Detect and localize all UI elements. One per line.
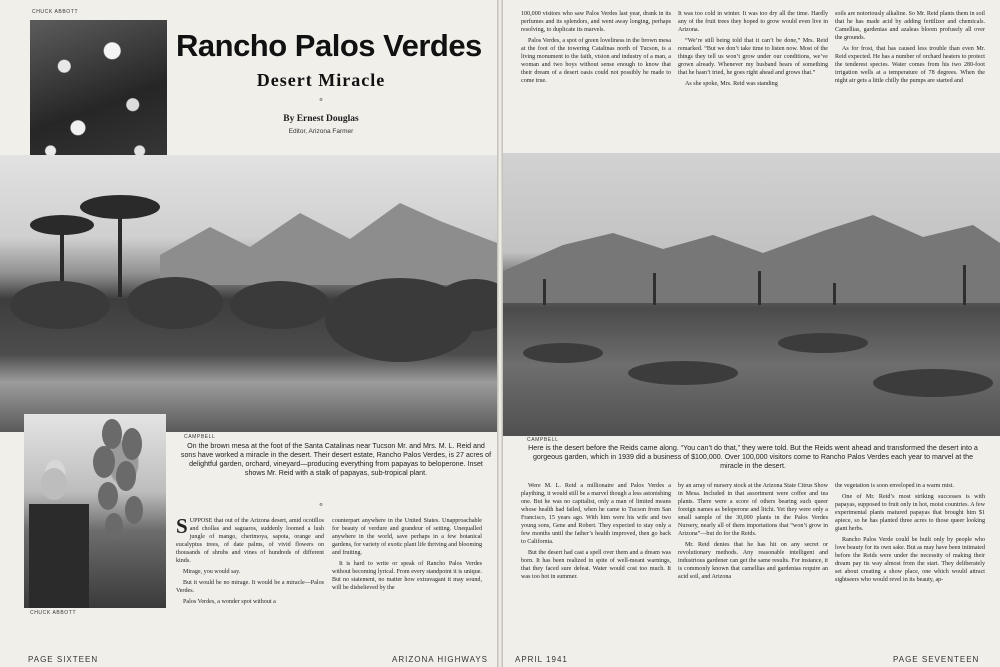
right-caption: Here is the desert before the Reids came along. “You can’t do that,” they were told. But the Reids went ahead and transformed the desert into a gorgeous garden, which in 1939 did a business of $100,000. Over 100,000 visitors come to Rancho Palos Verdes each year to marvel at the miracle in the desert. [528, 444, 978, 470]
photo-credit-top: CHUCK ABBOTT [32, 9, 79, 15]
desert-shrubs-shape [523, 333, 993, 397]
right-bottom-column-1: Were M. L. Reid a millionaire and Palos Verdes a plaything, it would still be a marvel though a less astonishing one. But he was no capitalist, only a man of limited means whose health had failed, when he came to Tucson from San Francisco, 15 years ago. With him were his wife and two young sons, Gene and Robert. They expected to stay only a few months until the father’s health improved, then go back to California. But the desert had cast a spell over them and a dream was born. It has been realized in spite of well-meant warnings, that they faced sure defeat. Water would cost too much. It was too hot in summer. [521, 483, 671, 581]
right-top-column-3: soils are notoriously alkaline. So Mr. Reid plants them in soil that he has made acid by adding fertilizer and chemicals. Camellias, gardenias and azaleas bloom profusely all over the grounds. As for frost, that has caused less trouble than even Mr. Reid expected. He has a number of orchard heaters to protect the tenderest species. Water comes from his two 280-foot irrigation wells at a temperature of 78 degrees. When the night air gets a little chilly the pumps are started and [835, 11, 985, 85]
right-page [503, 0, 1000, 667]
right-bottom-column-3: the vegetation is soon enveloped in a warm mist. One of Mr. Reid’s most striking successes is with papayas, supposed to fruit only in hot, moist countries. A few experimental plants matured papayas that brought him $1 apiece, so he has planted three acres to those queer looking giant herbs. Rancho Palos Verde could be built only by people who love beauty for its own sake. But as may have been intimated before the Reids were under the necessity of making their dream pay its way almost from the start. They deliberately set about creating a show place, one which would attract sightseers who would revel in its beauty, ap- [835, 483, 985, 584]
right-top-column-2: It was too cold in winter. It was too dry all the time. Hardly any of the fruit trees they hoped to grow would even live in Arizona. “We’re still being told that it can’t be done,” Mrs. Reid remarked. “But we don’t take time to listen now. Most of the things they tell us won’t grow under our conditions, we’ve grown already. Whenever my husband hears of something that he hasn’t tried, he goes right ahead and grows that.” As she spoke, Mrs. Reid was standing [678, 11, 828, 88]
byline-role: Editor, Arizona Farmer [288, 128, 354, 135]
papaya-stalk-shape [93, 419, 143, 539]
photo-credit-desert: CAMPBELL [527, 437, 559, 443]
drop-cap: S [176, 514, 188, 538]
magazine-name: ARIZONA HIGHWAYS [392, 655, 489, 664]
mountain-range-shape [160, 203, 497, 285]
issue-date: APRIL 1941 [515, 655, 568, 664]
article-title: Rancho Palos Verdes [176, 28, 482, 63]
photo-credit-orchard: CAMPBELL [184, 434, 216, 440]
article-subtitle: Desert Miracle [256, 70, 386, 90]
separator-dot-2: o [319, 502, 323, 508]
byline: By Ernest Douglas [283, 114, 359, 124]
reid-with-papayas-photo [24, 414, 166, 608]
left-body-column-2: counterpart anywhere in the United States. Unapproachable for beauty of verdure and grandeur of setting. Unequalled anywhere in the world, save perhaps in a few botanical gardens, for variety of exotic plant life thriving and blooming and fruiting. It is hard to write or speak of Rancho Palos Verdes without becoming lyrical. From every standpoint it is unique. But no statement, no matter how extravagant it may sound, will be disbelieved by the [332, 518, 482, 592]
orange-trees-shape [10, 277, 497, 362]
right-top-column-1: 100,000 visitors who saw Palos Verdes last year, drank in its perfumes and its splendors, and went away longing, perhaps resolving, to duplicate its marvels. Palos Verdes, a spot of green loveliness in the brown mesa at the foot of the towering Catalinas north of Tucson, is a living monument to the faith, vision and industry of a man, a woman and two boys without sense enough to know that their dream of a desert oasis could not possibly be made to come true. [521, 11, 671, 85]
page-number-right: PAGE SEVENTEEN [893, 655, 980, 664]
orchard-panorama-photo [0, 155, 497, 432]
left-page [0, 0, 497, 667]
man-jacket-shape [29, 504, 89, 608]
catalina-mountains-shape [503, 215, 1000, 303]
right-bottom-column-2: by an array of nursery stock at the Arizona State Citrus Show in Mesa. Included in that assortment were coffee and tea plants. There were a score of others bearing such queer foreign names as beloperone and litchi. Yet they were only a small sample of the 30,000 plants in the Palos Verdes Nursery, nearly all of them importations that “won’t grow in Arizona”—but do for the Reids. Mr. Reid denies that he has hit on any secret or revolutionary methods. Any reasonable intelligent and industrious gardener can get the same results. For instance, it is commonly known that camellias and gardenias require an acid soil, and Arizona [678, 483, 828, 581]
left-caption: On the brown mesa at the foot of the Santa Catalinas near Tucson Mr. and Mrs. M. L. Reid and sons have worked a miracle in the desert. Their desert estate, Rancho Palos Verdes, is 27 acres of delightful garden, orchard, vineyard—producing everything from papayas to beloperone. Inset shows Mr. Reid with a stalk of papayas, sub-tropical plant. [180, 442, 492, 477]
man-head-shape [41, 468, 67, 500]
desert-panorama-photo [503, 153, 1000, 436]
photo-credit-bottom: CHUCK ABBOTT [30, 610, 77, 616]
separator-dot: o [319, 97, 323, 103]
flowering-shrub-photo [30, 20, 167, 174]
page-number-left: PAGE SIXTEEN [28, 655, 99, 664]
left-body-column-1: SUPPOSE that out of the Arizona desert, amid ocotillos and chollas and saguaros, suddenly loomed a lush jungle of mango, cherimoya, sapota, orange and eucalyptus trees, of date palms, of vivid flowers on thousands of shrubs and vines of hundreds of different kinds. Mirage, you would say. But it would be no mirage. It would be a miracle—Palos Verdes. Palos Verdes, a wonder spot without a [176, 514, 324, 606]
